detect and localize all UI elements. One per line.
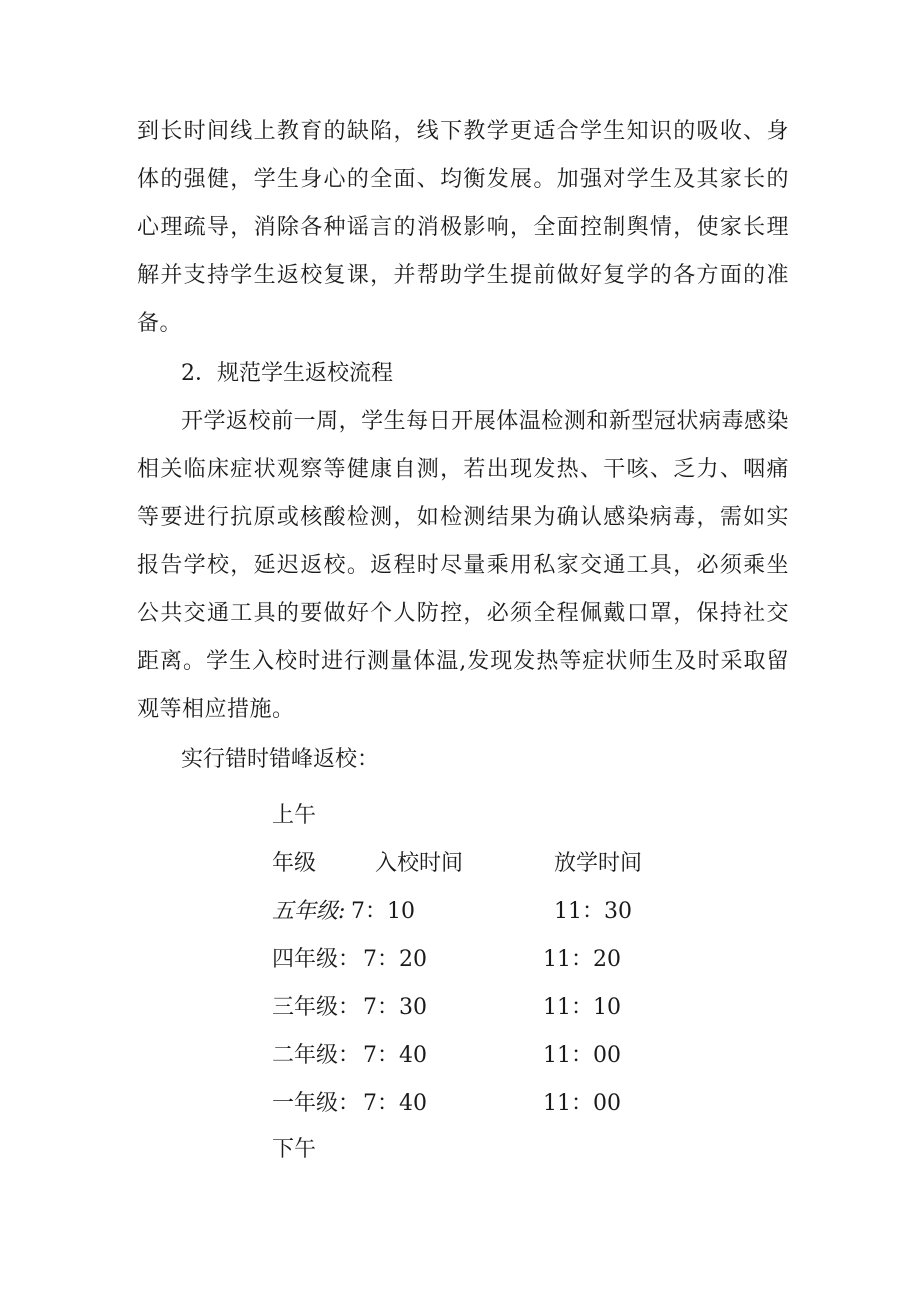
row-grade5-arrive: 7：10 xyxy=(351,899,415,924)
row-grade4-grade: 四年级： xyxy=(272,947,361,972)
row-grade2-grade: 二年级： xyxy=(272,1043,361,1068)
paragraph-staggered-return: 实行错时错峰返校： xyxy=(181,747,380,772)
row-grade1-leave: 11：00 xyxy=(543,1091,621,1116)
afternoon-label: 下午 xyxy=(272,1137,317,1162)
row-grade2-arrive: 7：40 xyxy=(363,1043,427,1068)
row-grade2-leave: 11：00 xyxy=(543,1043,621,1068)
row-grade4-arrive: 7：20 xyxy=(363,947,427,972)
row-grade3-grade: 三年级： xyxy=(272,995,361,1020)
paragraph-education-benefits: 到长时间线上教育的缺陷，线下教学更适合学生知识的吸收、身体的强健，学生身心的全面、均衡发展。加强对学生及其家长的心理疏导，消除各种谣言的消极影响，全面控制舆情，使家长理解并支持学生返校复课，并帮助学生提前做好复学的各方面的准备。 xyxy=(137,119,789,336)
paragraph-return-procedure: 开学返校前一周，学生每日开展体温检测和新型冠状病毒感染相关临床症状观察等健康自测，若出现发热、干咳、乏力、咽痛等要进行抗原或核酸检测，如检测结果为确认感染病毒，需如实报告学校，延迟返校。返程时尽量乘用私家交通工具，必须乘坐公共交通工具的要做好个人防控，必须全程佩戴口罩，保持社交距离。学生入校时进行测量体温,发现发热等症状师生及时采取留观等相应措施。 xyxy=(137,409,789,722)
header-arrive-time: 入校时间 xyxy=(375,851,464,876)
row-grade1-grade: 一年级： xyxy=(272,1091,361,1116)
row-grade3-arrive: 7：30 xyxy=(363,995,427,1020)
row-grade5-grade: 五年级: xyxy=(272,899,346,924)
morning-label: 上午 xyxy=(272,803,317,828)
row-grade3-leave: 11：10 xyxy=(543,995,621,1020)
header-leave-time: 放学时间 xyxy=(554,851,643,876)
row-grade4-leave: 11：20 xyxy=(543,947,621,972)
row-grade5-leave: 11：30 xyxy=(554,899,632,924)
header-grade: 年级 xyxy=(272,851,317,876)
row-grade1-arrive: 7：40 xyxy=(363,1091,427,1116)
section-heading-return-process: 2．规范学生返校流程 xyxy=(181,361,393,386)
